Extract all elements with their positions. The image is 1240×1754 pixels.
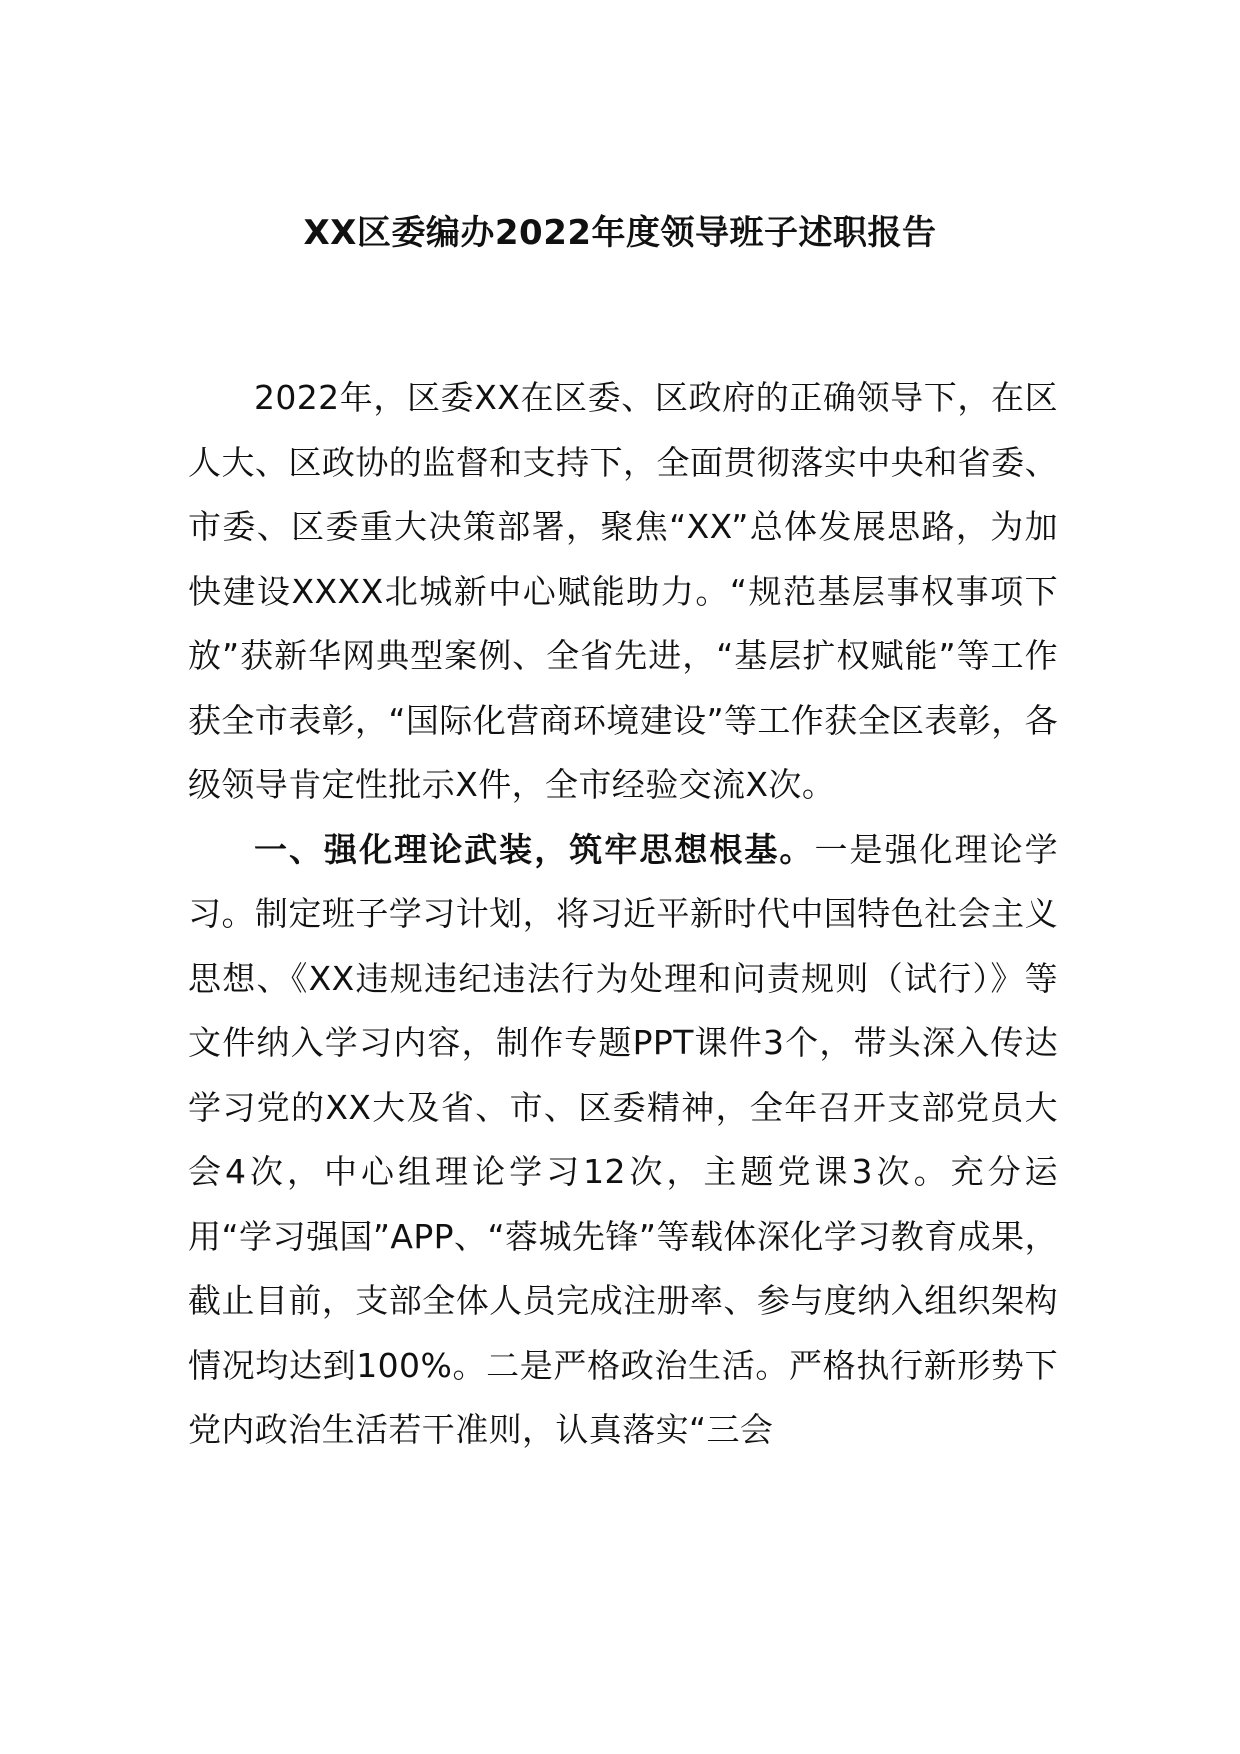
document-body xyxy=(188,366,1058,1463)
section-one-text: 一是强化理论学习。制定班子学习计划，将习近平新时代中国特色社会主义思想、《XX违规违纪违法行为处理和问责规则（试行）》等文件纳入学习内容，制作专题PPT课件3个，带头深入传达学习党的XX大及省、市、区委精神，全年召开支部党员大会4次，中心组理论学习12次，主题党课3次。充分运用“学习强国”APP、“蓉城先锋”等载体深化学习教育成果，截止目前，支部全体人员完成注册率、参与度纳入组织架构情况均达到100%。二是严格政治生活。严格执行新形势下党内政治生活若干准则，认真落实“三会 xyxy=(188,829,1058,1449)
section-one-paragraph xyxy=(188,818,1058,1463)
intro-paragraph-text: 2022年，区委XX在区委、区政府的正确领导下，在区人大、区政协的监督和支持下，全面贯彻落实中央和省委、市委、区委重大决策部署，聚焦“XX”总体发展思路，为加快建设XXXX北城新中心赋能助力。“规范基层事权事项下放”获新华网典型案例、全省先进，“基层扩权赋能”等工作获全市表彰，“国际化营商环境建设”等工作获全区表彰，各级领导肯定性批示X件，全市经验交流X次。 xyxy=(188,378,1058,804)
document-title: XX区委编办2022年度领导班子述职报告 xyxy=(303,213,937,253)
section-one-heading: 一、强化理论武装，筑牢思想根基。 xyxy=(254,829,815,869)
intro-paragraph xyxy=(188,366,1058,818)
